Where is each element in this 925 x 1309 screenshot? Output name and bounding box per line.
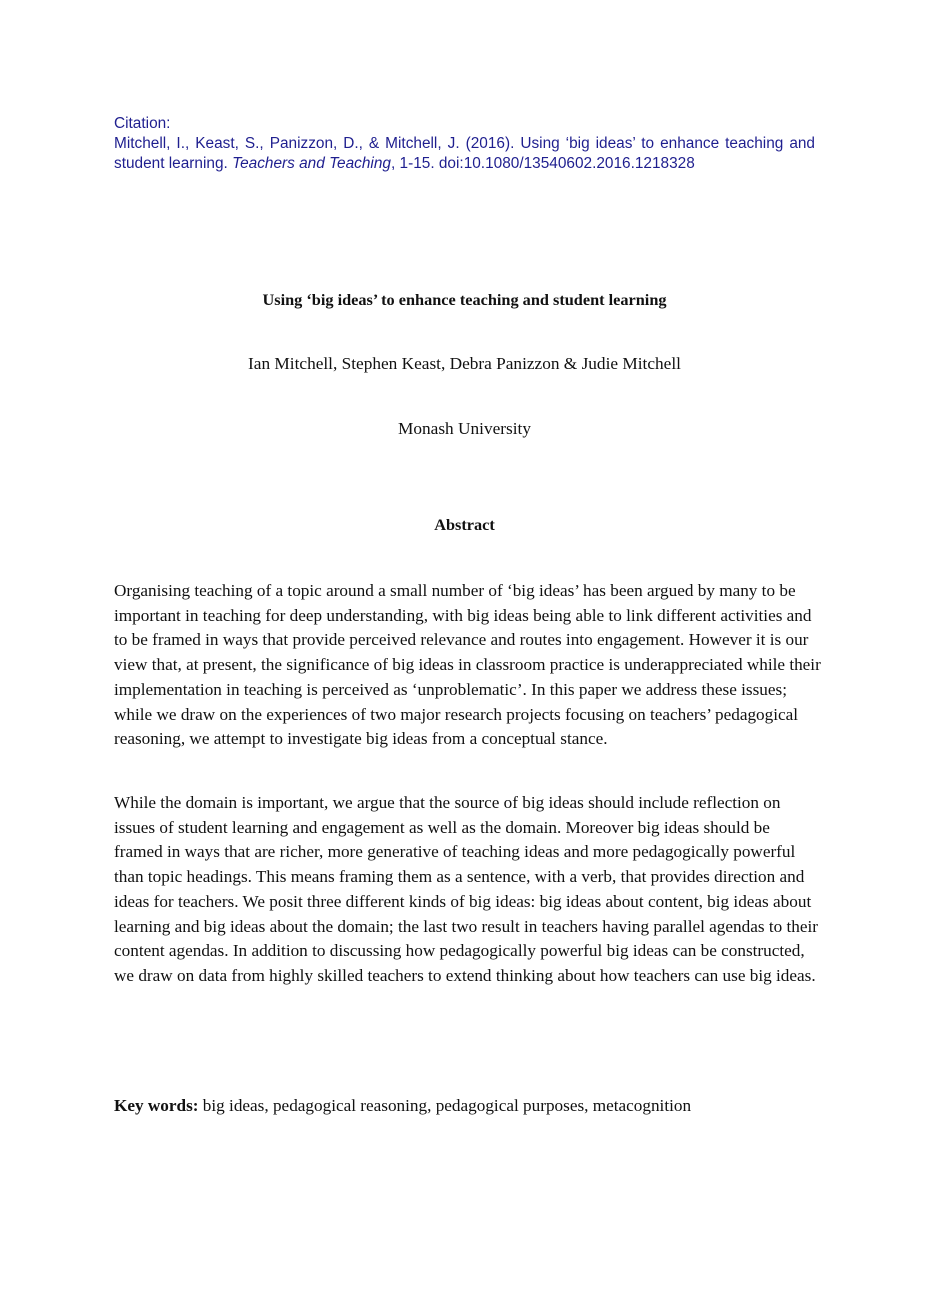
paper-affiliation: Monash University: [398, 419, 531, 438]
citation-reference: Mitchell, I., Keast, S., Panizzon, D., & Mitchell, J. (2016). Using ‘big ideas’ to enhance teaching and student learning.: [114, 135, 815, 172]
citation-block: [114, 114, 815, 174]
citation-journal: Teachers and Teaching: [232, 155, 391, 172]
keywords-text: big ideas, pedagogical reasoning, pedagogical purposes, metacognition: [202, 1096, 692, 1115]
paper-authors: Ian Mitchell, Stephen Keast, Debra Panizzon & Judie Mitchell: [248, 354, 681, 373]
keywords-label: Key words:: [114, 1096, 199, 1115]
citation-text: [114, 134, 815, 174]
abstract-paragraph-2: While the domain is important, we argue that the source of big ideas should include reflection on issues of student learning and engagement as well as the domain. Moreover big ideas should be framed in ways that are richer, more generative of teaching ideas and more pedagogically powerful than topic headings. This means framing them as a sentence, with a verb, that provides direction and ideas for teachers. We posit three different kinds of big ideas: big ideas about content, big ideas about learning and big ideas about the domain; the last two result in teachers having parallel agendas to their content agendas. In addition to discussing how pedagogically powerful big ideas can be constructed, we draw on data from highly skilled teachers to extend thinking about how teachers can use big ideas.: [114, 793, 818, 985]
citation-label: Citation:: [114, 115, 171, 132]
keywords-line: [114, 1094, 822, 1118]
citation-doi: , 1-15. doi:10.1080/13540602.2016.1218328: [390, 155, 695, 172]
abstract-heading: Abstract: [434, 515, 495, 534]
abstract-paragraph-1: Organising teaching of a topic around a small number of ‘big ideas’ has been argued by many to be important in teaching for deep understanding, with big ideas being able to link different activities and to be framed in ways that provide perceived relevance and routes into engagement. However it is our view that, at present, the significance of big ideas in classroom practice is underappreciated while their implementation in teaching is perceived as ‘unproblematic’. In this paper we address these issues; while we draw on the experiences of two major research projects focusing on teachers’ pedagogical reasoning, we attempt to investigate big ideas from a conceptual stance.: [114, 581, 821, 749]
paper-title: Using ‘big ideas’ to enhance teaching and student learning: [262, 290, 667, 309]
